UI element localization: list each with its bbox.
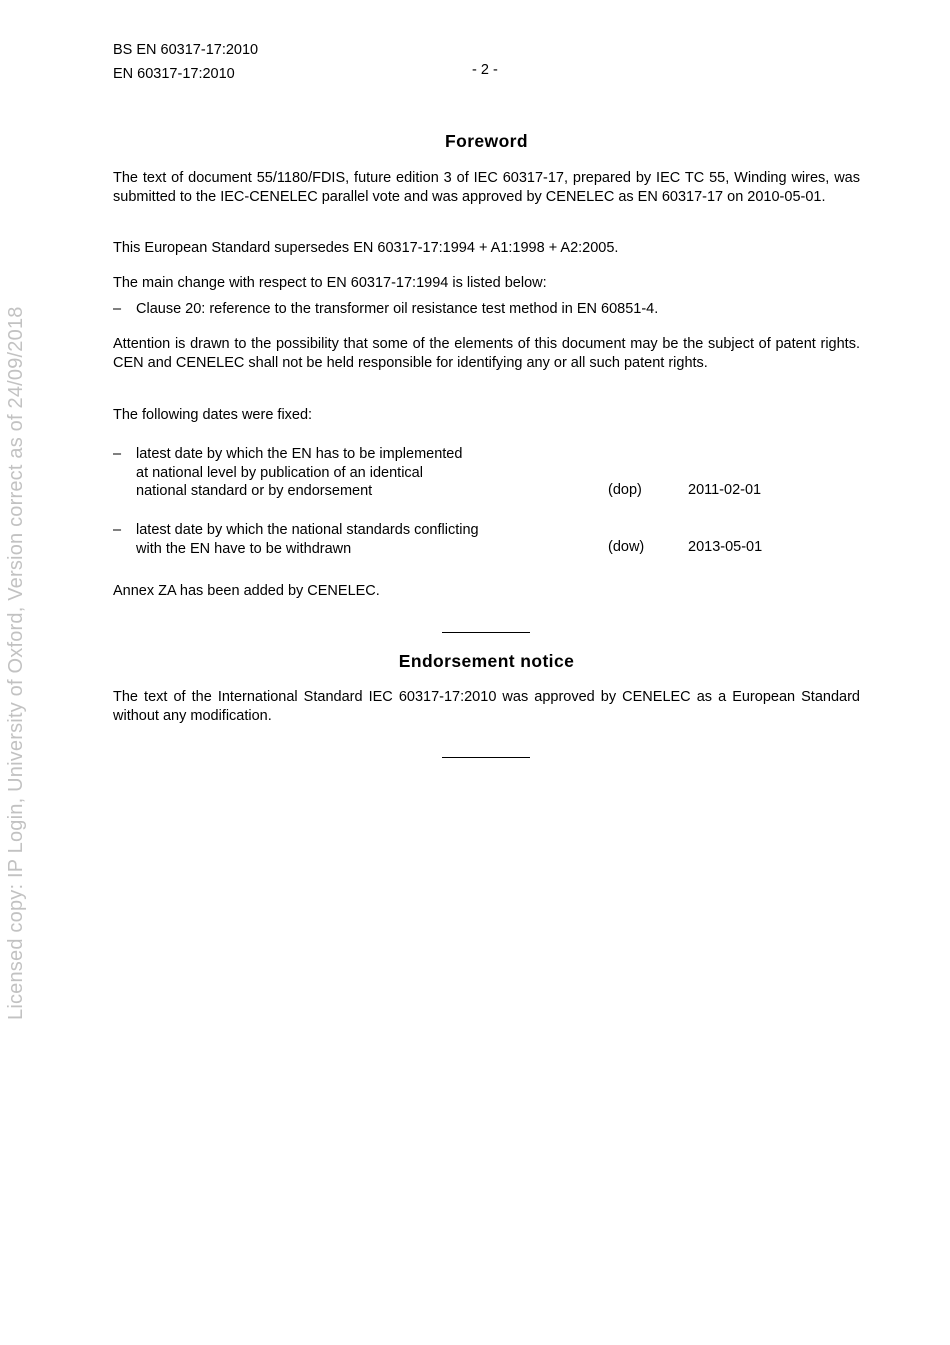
endorsement-paragraph: The text of the International Standard IEC 60317-17:2010 was approved by CENELEC as a European Standard without any modification. (113, 689, 860, 724)
foreword-paragraph-3: The main change with respect to EN 60317-17:1994 is listed below: (113, 275, 547, 291)
page-number: - 2 - (472, 62, 498, 78)
date-item-line: latest date by which the national standards conflicting (136, 522, 479, 538)
date-value-dow: 2013-05-01 (688, 539, 763, 555)
date-code-dop: (dop) (608, 482, 642, 498)
change-item-text: Clause 20: reference to the transformer oil resistance test method in EN 60851-4. (136, 301, 659, 317)
foreword-paragraph-4: Attention is drawn to the possibility that some of the elements of this document may be the subject of patent rights. CEN and CENELEC shall not be held responsible for identifying any or all such patent rights. (113, 336, 860, 371)
list-dash: – (113, 522, 122, 538)
date-item-line: with the EN have to be withdrawn (136, 540, 352, 557)
date-item-line: at national level by publication of an identical (136, 464, 423, 481)
license-watermark: Licensed copy: IP Login, University of Oxford, Version correct as of 24/09/2018 (5, 306, 27, 1020)
endorsement-title: Endorsement notice (398, 651, 575, 671)
foreword-paragraph-6: Annex ZA has been added by CENELEC. (113, 583, 380, 599)
end-divider (442, 757, 530, 758)
header-en-standard: EN 60317-17:2010 (113, 66, 235, 82)
foreword-paragraph-5: The following dates were fixed: (113, 407, 313, 423)
date-value-dop: 2011-02-01 (688, 482, 762, 498)
list-dash: – (113, 301, 122, 317)
foreword-paragraph-2: This European Standard supersedes EN 60317-17:1994 + A1:1998 + A2:2005. (113, 240, 619, 256)
date-item-line: national standard or by endorsement (136, 483, 373, 499)
foreword-title: Foreword (445, 131, 528, 151)
section-divider (442, 632, 530, 633)
date-item-line: latest date by which the EN has to be implemented (136, 446, 463, 462)
list-dash: – (113, 446, 122, 462)
date-code-dow: (dow) (608, 539, 645, 555)
foreword-paragraph-1: The text of document 55/1180/FDIS, future edition 3 of IEC 60317-17, prepared by IEC TC 55, Winding wires, was submitted to the IEC-CENELEC parallel vote and was approved by CENELEC as EN 60317-17 on 2010-05-01. (113, 170, 860, 205)
page-header (113, 38, 258, 86)
header-bs-standard: BS EN 60317-17:2010 (113, 42, 259, 58)
